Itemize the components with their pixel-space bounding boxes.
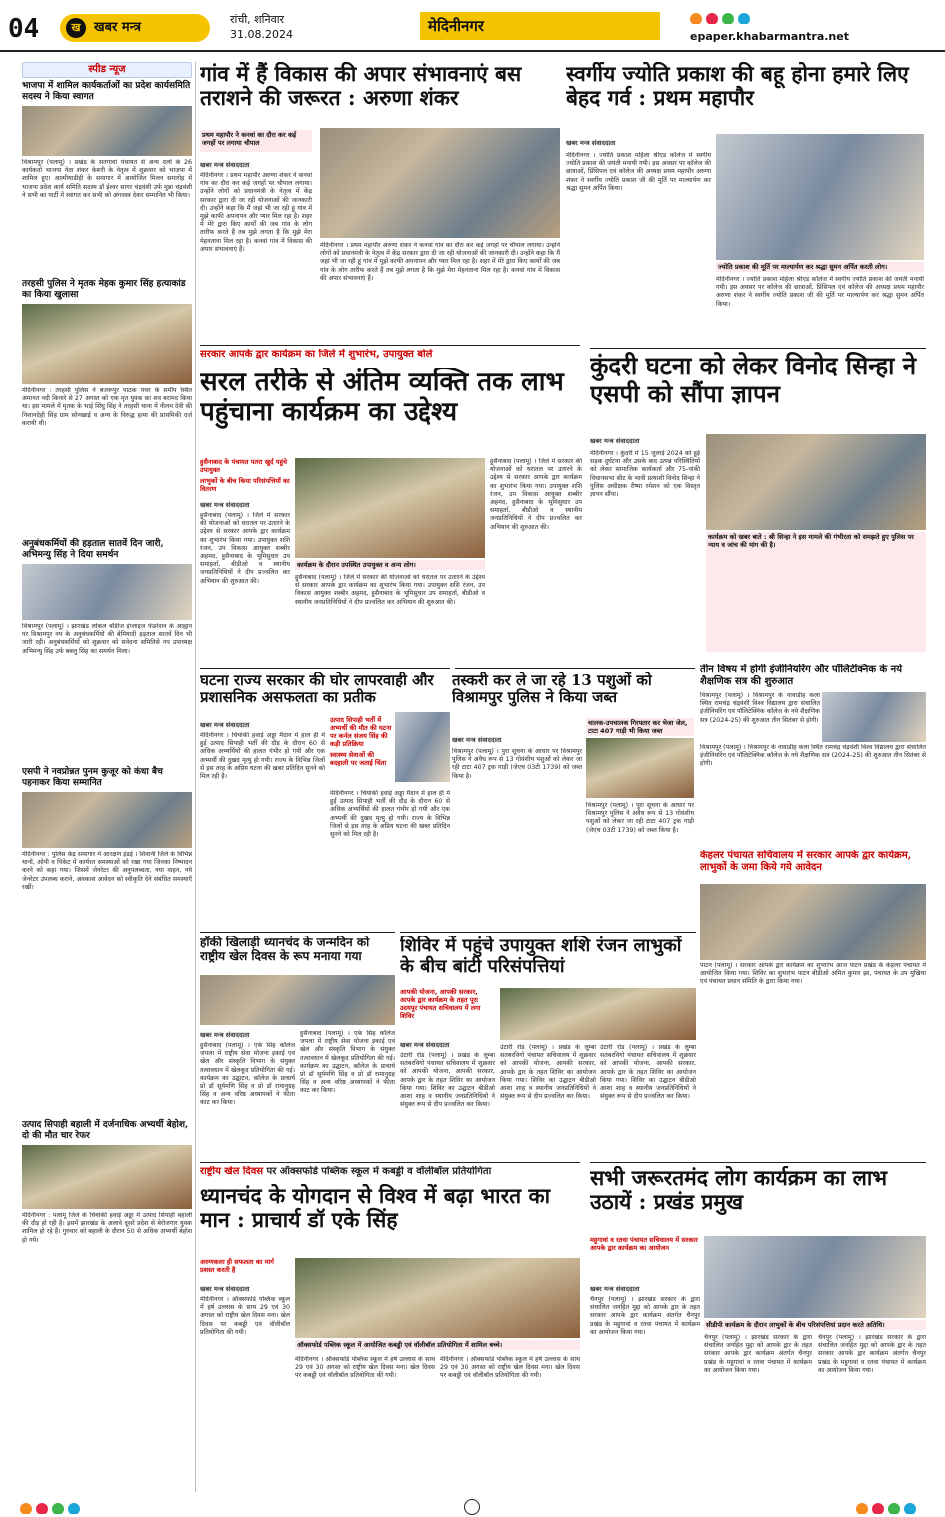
- b2-caption: कार्यक्रम को खबर बाते : श्री सिन्हा ने इस मामले की गंभीरता को समझते हुए पुलिस पर न्याय व जांच की मांग की है।: [706, 532, 926, 652]
- b4-body-col2: विश्रामपुर (पलामू) । विश्रामपुर के नावाडीह कला स्थित रामचंद्र चंद्रवंशी विश्व विद्यालय द्वारा संचालित इंजीनियरिंग एवं पॉलिटेक्निक कॉलेज के नये शैक्षणिक सत्र (2024-25) की शुरुआत तीन सितंबर से होगी।: [700, 744, 926, 768]
- newspaper-logo[interactable]: [60, 14, 210, 42]
- dot: [52, 1503, 64, 1514]
- b6-byline: खबर मन्त्र संवाददाता: [400, 1041, 450, 1049]
- a2-body-col3: हुसैनाबाद (पलामू) । जिले में सरकार की योजनाओं को धरातल पर उतारने के उद्देश्य से सरकार आपके द्वार कार्यक्रम का शुभारंभ किया गया। उपायुक्त शशि रंजन, उप विकास आयुक्त शब्बीर अहमद, हुसैनाबाद के भूमिसुधार उप समाहर्ता, बीडीओ व स्थानीय जनप्रतिनिधियों ने दीप प्रज्वलित कर अभियान की शुरुआत की।: [490, 458, 582, 531]
- a5-byline: खबर मन्त्र संवाददाता: [200, 1285, 250, 1293]
- dot: [68, 1503, 80, 1514]
- a3-body-col2: मेदिनीनगर । चियांकी हवाई अड्डा मैदान में हाल ही में हुई उत्पाद सिपाही भर्ती की दौड़ के दौरान 60 से अधिक अभ्यर्थियों की हालत गंभीर हो गयी और एक अभ्यर्थी की दुखद मृत्यु हो गयी। राज्य के विभिन्न जिलों से इस तरह के अप्रिय घटना की खबर प्रतिदिन सुनने को मिल रही है।: [330, 790, 450, 839]
- b6-body-col2: उंटारी रोड (पलामू) । प्रखंड के लुम्बा सतबरविगो पंचायत सचिवालय में शुक्रवार को आपकी योजना, आपकी सरकार, आपके द्वार के तहत शिविर का आयोजन किया गया। शिविर का उद्घाटन बीडीओ आशा शाह व स्थानीय जनप्रतिनिधियों ने संयुक्त रूप से दीप प्रज्वलित कर किया।: [500, 1044, 596, 1101]
- a5-kicker-red: राष्ट्रीय खेल दिवस: [200, 1166, 264, 1177]
- column-divider: [195, 62, 196, 1492]
- a2-byline: खबर मन्त्र संवाददाता: [200, 501, 250, 509]
- dot: [738, 13, 750, 24]
- issue-date: 31.08.2024: [230, 28, 293, 41]
- left-column: [22, 62, 192, 1492]
- a4-photo: [200, 975, 395, 1025]
- section-rule: [590, 348, 926, 349]
- b3-byline: खबर मन्त्र संवाददाता: [452, 736, 502, 744]
- section-rule: [200, 345, 580, 346]
- a3-headline: घटना राज्य सरकार की घोर लापरवाही और प्रशासनिक असफलता का प्रतीक: [200, 672, 434, 707]
- b7-body-col1: चैनपुर (पलामू) । झारखंड सरकार के द्वारा संचालित जनहित मुद्दा को आपके द्वार के तहत सरकार आपके द्वार कार्यक्रम अंतर्गत चैनपुर प्रखंड के महुगावां व रतवा पंचायत में कार्यक्रम का आयोजन किया गया।: [590, 1296, 700, 1336]
- b7-body-col2: चैनपुर (पलामू) । झारखंड सरकार के द्वारा संचालित जनहित मुद्दा को आपके द्वार के तहत सरकार आपके द्वार कार्यक्रम अंतर्गत चैनपुर प्रखंड के महुगावां व रतवा पंचायत में कार्यक्रम का आयोजन किया गया।: [704, 1334, 812, 1374]
- s1-headline: भाजपा में शामिल कार्यकर्ताओं का प्रदेश कार्यसमिति सदस्य ने किया स्वागत: [22, 81, 191, 102]
- b7-bullet: महुगावां व रतवा पंचायत सचिवालय में सरकार आपके द्वार कार्यक्रम का आयोजन: [590, 1236, 698, 1252]
- a5-kicker-rest: पर ऑक्सफोर्ड पब्लिक स्कूल में कबड्डी व वॉलीबॉल प्रतियोगिता: [266, 1166, 492, 1177]
- a3-bullets: [330, 716, 392, 767]
- b3-caption: चालक-उपचालक गिरफ्तार कर भेजा जेल, टाटा 407 गाड़ी भी किया जब्त: [586, 718, 694, 736]
- dot: [690, 13, 702, 24]
- logo-text: खबर मन्त्र: [94, 20, 142, 35]
- a2-bullet-2: लाभुकों के बीच किया परिसंपत्तियों का वितरण: [200, 477, 290, 493]
- footer-dots-left: [20, 1500, 84, 1514]
- dot: [722, 13, 734, 24]
- section-rule: [200, 932, 395, 933]
- dot: [36, 1503, 48, 1514]
- b1-byline: खबर मन्त्र संवाददाता: [566, 139, 616, 147]
- s4-body: मेदिनीनगर : पुलिस केंद्र समागार में आरक्षण इंडई । शिवानी जिले के विभिन्न थानों, ओपी व पिकेट में कार्यरत समस्याओं को रखा गया जिनका निष्पादन करने को कहा गया। जिसमें जेनरेटर की अनुपलब्धता, नया वाहन, नये जेनरेटर उपलब्ध कराने, अवकाश आवेदन को स्वीकृति देने संबंधित समस्याएँ रखीं।: [22, 851, 192, 891]
- s3-headline: अनुबंधकर्मियों की हड़ताल सातवें दिन जारी, अभिमन्यु सिंह ने दिया समर्थन: [22, 539, 164, 560]
- a2-bullets: [200, 458, 290, 493]
- a4-body-col1: हुसैनाबाद (पलामू) । एके सिंह कॉलेज जपला में राष्ट्रीय सेवा योजना इकाई एवं खेल और संस्कृति विभाग के संयुक्त तत्वावधान में खेलकूद प्रतियोगिता की गई। कार्यक्रम का उद्घाटन, कॉलेज के प्राचार्य प्रो डॉ सूर्यमणि सिंह व प्रो डॉ रामानुग्रह सिंह व अन्य वरिष्ठ अध्यापकों ने फीता काट कर किया।: [200, 1042, 295, 1107]
- b3-headline: तस्करी कर ले जा रहे 13 पशुओं को विश्रामपुर पुलिस ने किया जब्त: [452, 672, 652, 707]
- dot: [856, 1503, 868, 1514]
- b5-headline: केहलर पंचायत सचिवालय में सरकार आपके द्वार कार्यक्रम, लाभुकों के जमा किये गये आवेदन: [700, 850, 912, 873]
- s1-body: विश्रामपुर (पलामू) । प्रखंड के सतगावां पंचायत से अन्य दलों के 26 कार्यकर्ता भाजपा नेता शंकर केशरी के नेतृत्व में शुक्रवार को भाजपा में शामिल हुए। आत्मीयाडीही के समागार में आयोजित मिलन समारोह में भाजपा प्रदेश कार्य समिति सदस्य डॉ ईश्वर सागर चंद्रवंशी उर्फ मुन्ना चंद्रवंशी ने सभी का पार्टी में स्वागत कर सभी को अंगवस्त्र देकर सम्मानित भी किया।: [22, 159, 192, 199]
- section-rule: [200, 1162, 580, 1163]
- a5-bullet: अरुणकला ही सफलता का मार्ग प्रशस्त करती है: [200, 1258, 274, 1274]
- b1-headline: स्वर्गीय ज्योति प्रकाश की बहू होना हमारे लिए बेहद गर्व : प्रथम महापौर: [566, 62, 909, 111]
- a2-body-col1: हुसैनाबाद (पलामू) । जिले में सरकार की योजनाओं को धरातल पर उतारने के उद्देश्य से सरकार आपके द्वार कार्यक्रम का शुभारंभ किया गया। उपायुक्त शशि रंजन, उप विकास आयुक्त शब्बीर अहमद, हुसैनाबाद के भूमिसुधार उप समाहर्ता, बीडीओ व स्थानीय जनप्रतिनिधियों ने दीप प्रज्वलित कर अभियान की शुरुआत की।: [200, 512, 290, 585]
- logo-icon: ख: [66, 18, 86, 38]
- a1-caption: प्रथम महापौर ने कनवां का दौरा कर कई जगहों पर लगाया चौपाल: [200, 130, 312, 152]
- a1-byline: खबर मन्त्र संवाददाता: [200, 161, 250, 169]
- b4-headline: तीन विषय में होगी इंजीनियरिंग और पॉलिटेक्निक के नये शैक्षणिक सत्र की शुरुआत: [700, 664, 903, 687]
- a5-kicker: [200, 1166, 580, 1178]
- b7-caption: सीडीपी कार्यक्रम के दौरान लाभुकों के बीच परिसंपत्तियां प्रदान करते अतिथि।: [704, 1320, 926, 1330]
- registration-mark-icon: [464, 1499, 480, 1515]
- b2-headline: कुंदरी घटना को लेकर विनोद सिन्हा ने एसपी को सौंपा ज्ञापन: [590, 352, 917, 408]
- b7-headline: सभी जरूरतमंद लोग कार्यक्रम का लाभ उठायें : प्रखंड प्रमुख: [590, 1166, 888, 1215]
- s1-photo: [22, 106, 192, 156]
- masthead: [0, 0, 945, 52]
- a2-headline: सरल तरीके से अंतिम व्यक्ति तक लाभ पहुंचाना कार्यक्रम का उद्देश्य: [200, 368, 564, 427]
- a3-bullet-1: उत्पाद सिपाही भर्ती में अभ्यर्थी की मौत की घटना पर कर्नल संजय सिंह की कड़ी प्रतिक्रिया: [330, 716, 392, 748]
- a4-body-col2: हुसैनाबाद (पलामू) । एके सिंह कॉलेज जपला में राष्ट्रीय सेवा योजना इकाई एवं खेल और संस्कृति विभाग के संयुक्त तत्वावधान में खेलकूद प्रतियोगिता की गई। कार्यक्रम का उद्घाटन, कॉलेज के प्राचार्य प्रो डॉ सूर्यमणि सिंह व प्रो डॉ रामानुग्रह सिंह व अन्य वरिष्ठ अध्यापकों ने फीता काट कर किया।: [300, 1030, 395, 1095]
- s5-photo: [22, 1145, 192, 1209]
- a5-headline: ध्यानचंद के योगदान से विश्व में बढ़ा भारत का मान : प्राचार्य डॉ एके सिंह: [200, 1184, 551, 1233]
- s4-headline: एसपी ने नवप्रोन्नत पुनम कुजूर को कंधा बैच पहनाकर किया सम्मानित: [22, 767, 163, 788]
- b2-body: मेदिनीनगर । कुंदरी में 15 जुलाई 2024 को हुई सड़क दुर्घटना और उसके बाद उत्पन्न परिस्थितियों को लेकर सामाजिक कार्यकर्ता और 75-पांकी विधानसभा सीट के भावी प्रत्याशी विनोद सिन्हा ने पुलिस अधीक्षक रीष्मा रमेशन को एक विस्तृत ज्ञापन सौंपा।: [590, 450, 700, 499]
- b4-body: विश्रामपुर (पलामू) । विश्रामपुर के नावाडीह कला स्थित रामचंद्र चंद्रवंशी विश्व विद्यालय द्वारा संचालित इंजीनियरिंग एवं पॉलिटेक्निक कॉलेज के नये शैक्षणिक सत्र (2024-25) की शुरुआत तीन सितंबर से होगी।: [700, 692, 820, 724]
- s4-photo: [22, 792, 192, 848]
- section-rule: [590, 1162, 926, 1163]
- b7-body-col3: चैनपुर (पलामू) । झारखंड सरकार के द्वारा संचालित जनहित मुद्दा को आपके द्वार के तहत सरकार आपके द्वार कार्यक्रम अंतर्गत चैनपुर प्रखंड के महुगावां व रतवा पंचायत में कार्यक्रम का आयोजन किया गया।: [818, 1334, 926, 1374]
- s5-headline: उत्पाद सिपाही बहाली में दर्जनाधिक अभ्यर्थी बेहोश, दो की मौत चार रेफर: [22, 1120, 189, 1141]
- color-dots: [690, 10, 754, 24]
- b1-caption: ज्योति प्रकाश की मूर्ति पर माल्यार्पण कर श्रद्धा सुमन अर्पित करती लोग।: [716, 262, 924, 272]
- b6-photo: [500, 988, 696, 1040]
- b5-body: पाटन (पलामू) । सरकार आपके द्वार कार्यक्रम का शुभारंभ आज पाटन प्रखंड के केहलर पंचायत में आयोजित किया गया। शिविर का शुभारंभ पाटन बीडीओ अमित कुमार झा, पंचायत के उप मुखिया एवं पंचायत प्रधान संमिति के द्वारा किया गया।: [700, 962, 926, 986]
- dot: [888, 1503, 900, 1514]
- a5-caption: ऑक्सफोर्ड पब्लिक स्कूल में आयोजित कबड्डी एवं वॉलीबॉल प्रतियोगिता में शामिल बच्चे।: [295, 1340, 580, 1350]
- b6-body-col3: उंटारी रोड (पलामू) । प्रखंड के लुम्बा सतबरविगो पंचायत सचिवालय में शुक्रवार को आपकी योजना, आपकी सरकार, आपके द्वार के तहत शिविर का आयोजन किया गया। शिविर का उद्घाटन बीडीओ आशा शाह व स्थानीय जनप्रतिनिधियों ने संयुक्त रूप से दीप प्रज्वलित कर किया।: [600, 1044, 696, 1101]
- a1-body-col1: मेदिनीनगर । प्रथम महापौर अरुणा शंकर ने कनवां गांव का दौरा कर कई जगहों पर चौपाल लगाया। उन्होंने लोगों को प्रधानमंत्री के नेतृत्व में केंद्र सरकार द्वारा दी जा रही योजनाओं की जानकारी दी। उन्होंने कहा कि मैं जहां भी जा रही हूं गांव में मुझे काफी अपनापन और प्यार मिल रहा है। शहर में मेरे द्वारा किए कार्यों की जब गांव के लोग तारीफ करते हैं तब मुझे लगता है कि मुझे मेरा मेहनताना मिल रहा है। कनवां गांव में विकास की अपार संभावनाएं हैं।: [200, 172, 312, 253]
- a1-body-col2: मेदिनीनगर । प्रथम महापौर अरुणा शंकर ने कनवां गांव का दौरा कर कई जगहों पर चौपाल लगाया। उन्होंने लोगों को प्रधानमंत्री के नेतृत्व में केंद्र सरकार द्वारा दी जा रही योजनाओं की जानकारी दी। उन्होंने कहा कि मैं जहां भी जा रही हूं गांव में मुझे काफी अपनापन और प्यार मिल रहा है। शहर में मेरे द्वारा किए कार्यों की जब गांव के लोग तारीफ करते हैं तब मुझे लगता है कि मुझे मेरा मेहनताना मिल रहा है। कनवां गांव में विकास की अपार संभावनाएं हैं।: [320, 242, 560, 282]
- section-rule: [200, 668, 450, 669]
- page-footer: [0, 1496, 945, 1517]
- b1-body-col2: मेदिनीनगर । ज्योति प्रकाश महिला श्रीएड कॉलेज में स्वर्गीय ज्योति प्रकाश की जयंती मनायी गयी। इस अवसर पर कॉलेज की छात्राओं, प्रिंसिपल एवं कॉलेज की अध्यक्ष प्रथम महापौर अरुणा शंकर ने स्वर्गीय ज्योति प्रकाश जी की मूर्ति पर माल्यार्पण कर श्रद्धा सुमन अर्पित किया।: [716, 276, 924, 308]
- a5-body-col1: मेदिनीनगर । ऑक्सफोर्ड पब्लिक स्कूल में हर्ष उल्लास के साथ 29 एवं 30 अगस्त को राष्ट्रीय खेल दिवस मना। खेल दिवस पर कबड्डी एवं वॉलीबॉल प्रतियोगिता की गयी।: [200, 1296, 290, 1336]
- dot: [706, 13, 718, 24]
- section-rule: [455, 668, 695, 669]
- b2-photo: [706, 434, 926, 530]
- b3-body: विश्रामपुर (पलामू) । पुरा सूचना के आधार पर विश्रामपुर पुलिस ने अवैध रूप से 13 गोवंशीय पशुओं को लेकर जा रही टाटा 407 ट्रक गाड़ी (जेएच 03टी 1739) को जब्त किया है।: [452, 748, 582, 780]
- b6-body-col1: उंटारी रोड (पलामू) । प्रखंड के लुम्बा सतबरविगो पंचायत सचिवालय में शुक्रवार को आपकी योजना, आपकी सरकार, आपके द्वार के तहत शिविर का आयोजन किया गया। शिविर का उद्घाटन बीडीओ आशा शाह व स्थानीय जनप्रतिनिधियों ने संयुक्त रूप से दीप प्रज्वलित कर किया।: [400, 1052, 495, 1109]
- a5-body-col2: मेदिनीनगर । ऑक्सफोर्ड पब्लिक स्कूल में हर्ष उल्लास के साथ 29 एवं 30 अगस्त को राष्ट्रीय खेल दिवस मना। खेल दिवस पर कबड्डी एवं वॉलीबॉल प्रतियोगिता की गयी।: [295, 1356, 435, 1380]
- section-rule: [400, 932, 696, 933]
- a3-byline: खबर मन्त्र संवाददाता: [200, 721, 250, 729]
- s2-headline: तरहसी पुलिस ने मृतक मेहक कुमार सिंह हत्याकांड का किया खुलासा: [22, 279, 186, 300]
- place-day: रांची, शनिवार: [230, 13, 285, 26]
- a5-photo: [295, 1258, 580, 1338]
- a4-headline: हॉकी खिलाड़ी ध्यानचंद के जन्मदिन को राष्ट्रीय खेल दिवस के रूप मनाया गया: [200, 936, 370, 963]
- a3-portrait: [395, 712, 450, 782]
- b7-photo: [704, 1236, 926, 1318]
- b3-photo: [586, 738, 694, 798]
- footer-dots-right: [856, 1500, 920, 1514]
- speed-news-label: स्पीड न्यूज: [22, 62, 192, 78]
- a2-photo: [295, 458, 485, 558]
- a1-headline: गांव में हैं विकास की अपार संभावनाएं बस तराशने की जरूरत : अरुणा शंकर: [200, 62, 522, 111]
- dot: [20, 1503, 32, 1514]
- b2-byline: खबर मन्त्र संवाददाता: [590, 437, 640, 445]
- a4-byline: खबर मन्त्र संवाददाता: [200, 1031, 250, 1039]
- a3-body-col1: मेदिनीनगर । चियांकी हवाई अड्डा मैदान में हाल ही में हुई उत्पाद सिपाही भर्ती की दौड़ के दौरान 60 से अधिक अभ्यर्थियों की हालत गंभीर हो गयी और एक अभ्यर्थी की दुखद मृत्यु हो गयी। राज्य के विभिन्न जिलों से इस तरह के अप्रिय घटना की खबर प्रतिदिन सुनने को मिल रही है।: [200, 732, 325, 781]
- b1-photo: [716, 134, 924, 260]
- a5-body-col3: मेदिनीनगर । ऑक्सफोर्ड पब्लिक स्कूल में हर्ष उल्लास के साथ 29 एवं 30 अगस्त को राष्ट्रीय खेल दिवस मना। खेल दिवस पर कबड्डी एवं वॉलीबॉल प्रतियोगिता की गयी।: [440, 1356, 580, 1380]
- a2-kicker: सरकार आपके द्वार कार्यक्रम का जिले में शुभारंभ, उपायुक्त बोले: [200, 349, 433, 360]
- epaper-url[interactable]: epaper.khabarmantra.net: [690, 30, 849, 43]
- b5-photo: [700, 884, 926, 960]
- dateline: [230, 12, 293, 42]
- s3-body: विश्रामपुर (पलामू) । झारखंड लोकल बॉडीज इंप्लाइज फेडरेशन के आह्वान पर विश्रामपुर नप के अनुबंधकर्मियों की बेमियादी हड़ताल सातवें दिन भी जारी रही। अनुबंधकर्मियों को शुक्रवार को सवेदना समितिसे नप उपाध्यक्ष अभिमन्यु सिंह उर्फ बबलु सिंह का समर्थन मिला।: [22, 623, 192, 655]
- a2-body-col2: हुसैनाबाद (पलामू) । जिले में सरकार की योजनाओं को धरातल पर उतारने के उद्देश्य से सरकार आपके द्वार कार्यक्रम का शुभारंभ किया गया। उपायुक्त शशि रंजन, उप विकास आयुक्त शब्बीर अहमद, हुसैनाबाद के भूमिसुधार उप समाहर्ता, बीडीओ व स्थानीय जनप्रतिनिधियों ने दीप प्रज्वलित कर अभियान की शुरुआत की।: [295, 574, 485, 606]
- page-number: 04: [8, 14, 40, 44]
- s2-photo: [22, 304, 192, 384]
- a3-bullet-2: स्वास्थ्य सेवाओं की बदहाली पर जताई चिंता: [330, 751, 387, 767]
- edition-city: मेदिनीनगर: [420, 12, 660, 40]
- b6-headline: शिविर में पहुंचे उपायुक्त शशि रंजन लाभुकों के बीच बांटी परिसंपत्तियां: [400, 936, 682, 977]
- a2-bullet-1: हुसैनाबाद के पंचायत पतरा खुर्द पहुंचे उपायुक्त: [200, 458, 288, 474]
- s3-photo: [22, 564, 192, 620]
- b1-body-col1: मेदिनीनगर । ज्योति प्रकाश महिला श्रीएड कॉलेज में स्वर्गीय ज्योति प्रकाश की जयंती मनायी गयी। इस अवसर पर कॉलेज की छात्राओं, प्रिंसिपल एवं कॉलेज की अध्यक्ष प्रथम महापौर अरुणा शंकर ने स्वर्गीय ज्योति प्रकाश जी की मूर्ति पर माल्यार्पण कर श्रद्धा सुमन अर्पित किया।: [566, 152, 711, 192]
- b6-bullet: आपकी योजना, आपकी सरकार, आपके द्वार कार्यक्रम के तहत पूरा उदयपुर पंचायत सचिवालय में लगा शिविर: [400, 988, 481, 1020]
- a2-caption: कार्यक्रम के दौरान उपस्थित उपायुक्त व अन्य लोग।: [295, 560, 485, 570]
- dot: [872, 1503, 884, 1514]
- b3-body-col2: विश्रामपुर (पलामू) । पुरा सूचना के आधार पर विश्रामपुर पुलिस ने अवैध रूप से 13 गोवंशीय पशुओं को लेकर जा रही टाटा 407 ट्रक गाड़ी (जेएच 03टी 1739) को जब्त किया है।: [586, 802, 694, 834]
- s2-body: मेदिनीनगर : तरहसी पुलिस ने बजरूपुर पाठक पथर के समीप स्थित अमानत नदी किनारे से 27 अगस्त को एक मृत युवक का शव बरामद किया था। इस मामले में मृतक के भाई सिंधु सिंह ने तरहसी थाना में नीलम देवी की निशानदेही सिंह ग्राम सोनखाई व अन्य के विरुद्ध हत्या की प्राथमिकी दर्ज करायी थी।: [22, 387, 192, 427]
- b7-byline: खबर मन्त्र संवाददाता: [590, 1285, 640, 1293]
- a1-photo: [320, 128, 560, 238]
- s5-body: मेदिनीनगर : पलामू जिले के चियांकी हवाई अड्डा में उत्पाद सिपाही बहाली की दौड़ हो रही है। इसमें झारखंड के अलावे दूसरे प्रदेश से बेरोजगार युवक शामिल हो रहे हैं। गुरुवार को बहाली के दौरान 50 से अधिक अभ्यर्थी बेहोश हो गये।: [22, 1212, 192, 1244]
- dot: [904, 1503, 916, 1514]
- b4-photo: [822, 692, 926, 742]
